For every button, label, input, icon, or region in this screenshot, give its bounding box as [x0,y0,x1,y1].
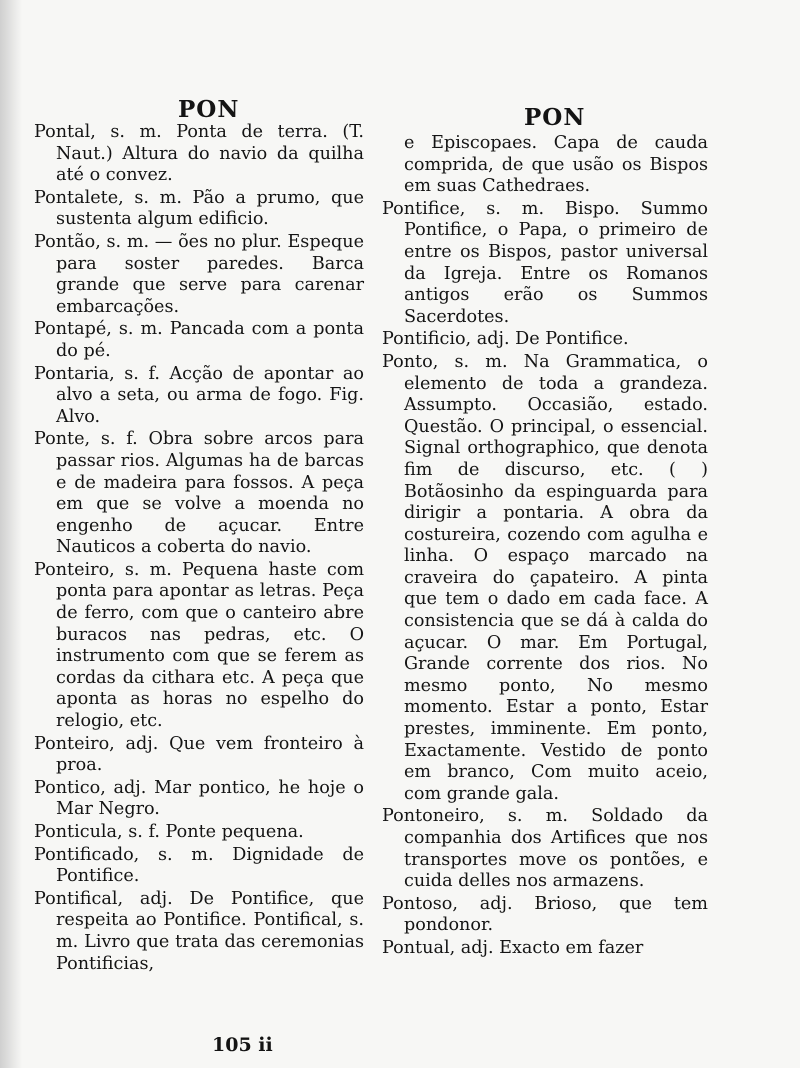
dictionary-entry: Ponticula, s. f. Ponte pequena. [34,822,304,842]
dictionary-entry: Pontifical, adj. De Pontifice, que respeita ao Pontifice. Pontifical, s. m. Livro que trata das ceremonias Pontificias, [34,888,364,974]
left-column-header: PON [178,96,240,123]
dictionary-entry: Ponteiro, s. m. Pequena haste com ponta para apontar as letras. Peça de ferro, com que o canteiro abre buracos nas pedras, etc. O instrumento com que se ferem as cordas da cithara etc. A peça que aponta as horas no espelho do relogio, etc. [34,559,364,732]
dictionary-entry: Pontifice, s. m. Bispo. Summo Pontifice, o Papa, o primeiro de entre os Bispos, pastor universal da Igreja. Entre os Romanos antigos erão os Summos Sacerdotes. [382,198,708,327]
dictionary-entry: Pontico, adj. Mar pontico, he hoje o Mar Negro. [34,777,364,820]
dictionary-entry: Pontual, adj. Exacto em fazer [382,937,644,958]
dictionary-entry: Pontificio, adj. De Pontifice. [382,329,629,350]
dictionary-entry: Ponte, s. f. Obra sobre arcos para passar rios. Algumas ha de barcas e de madeira para fossos. A peça em que se volve a moenda no engenho de açucar. Entre Nauticos a coberta do navio. [34,429,364,558]
dictionary-entry-continuation: e Episcopaes. Capa de cauda comprida, de que usão os Bispos em suas Cathedraes. [404,133,708,197]
dictionary-entry: Pontoneiro, s. m. Soldado da companhia dos Artifices que nos transportes move os pontões, e cuida delles nos armazens. [382,806,708,892]
dictionary-entry: Pontal, s. m. Ponta de terra. (T. Naut.) Altura do navio da quilha até o convez. [34,122,364,186]
dictionary-entry: Pontaria, s. f. Acção de apontar ao alvo a seta, ou arma de fogo. Fig. Alvo. [34,363,364,427]
left-column [34,122,364,976]
dictionary-entry: Ponteiro, adj. Que vem fronteiro à proa. [34,733,364,776]
right-column [382,133,708,961]
page-number: 105 ii [212,1034,273,1056]
dictionary-entry: Pontificado, s. m. Dignidade de Pontifice. [34,844,364,887]
dictionary-entry: Pontoso, adj. Brioso, que tem pondonor. [382,893,708,936]
right-column-header: PON [524,104,586,131]
page-edge-shadow [0,0,22,1068]
dictionary-entry: Pontalete, s. m. Pão a prumo, que sustenta algum edificio. [34,187,364,230]
dictionary-entry: Ponto, s. m. Na Grammatica, o elemento de toda a grandeza. Assumpto. Occasião, estado. Questão. O principal, o essencial. Signal orthographico, que denota fim de discurso, etc. ( ) Botãosinho da espinguarda para dirigir a pontaria. A obra da costureira, cozendo com agulha e linha. O espaço marcado na craveira do çapateiro. A pinta que tem o dado em cada face. A consistencia que se dá à calda do açucar. O mar. Em Portugal, Grande corrente dos rios. No mesmo ponto, No mesmo momento. Estar a ponto, Estar prestes, imminente. Em ponto, Exactamente. Vestido de ponto em branco, Com muito aceio, com grande gala. [382,351,708,804]
dictionary-entry: Pontão, s. m. — ões no plur. Espeque para soster paredes. Barca grande que serve para carenar embarcações. [34,231,364,317]
dictionary-entry: Pontapé, s. m. Pancada com a ponta do pé. [34,319,364,361]
